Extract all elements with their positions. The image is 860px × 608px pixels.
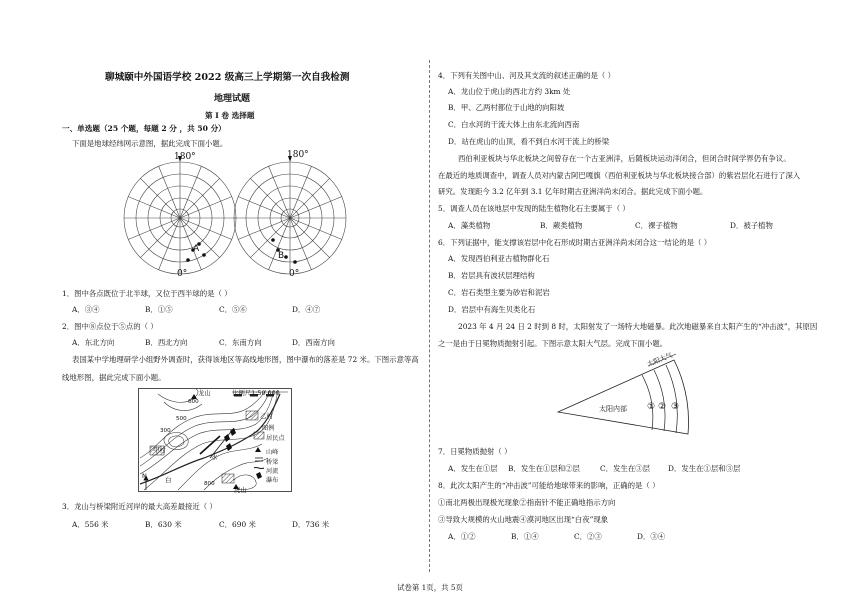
q8-option-c[interactable]: C．②③ <box>574 532 602 541</box>
intro4-line1: 2023 年 4 月 24 日 2 时到 8 时，太阳射发了一场特大地磁暴。此次地磁暴来自太阳产生的“冲击波”，其原因 <box>458 322 818 331</box>
point-a-label: A <box>193 244 200 254</box>
q3-option-b[interactable]: B．630 米 <box>145 520 182 529</box>
graticule-left <box>124 162 236 274</box>
q4-option-a[interactable]: A．龙山位于虎山的西北方约 3km 处 <box>448 87 571 96</box>
q4-option-d[interactable]: D．站在虎山的山顶，看不到白水河干流上的桥梁 <box>448 137 610 146</box>
legend-title: 图例 <box>262 425 275 432</box>
page-footer: 试卷第 1页，共 5页 <box>397 583 463 592</box>
section-heading: 一、单选题（25 个题，每题 2 分 ，共 50 分） <box>62 124 226 133</box>
q3-option-c[interactable]: C．690 米 <box>219 520 256 529</box>
label-contour-500: 500 <box>176 416 187 422</box>
intro3-line1: 西伯利亚板块与华北板块之间曾存在一个古亚洲洋，后随板块运动洋闭合，但闭合时间学界仍有争议。 <box>458 154 791 163</box>
intro2-line2: 线地形图，据此完成下面小题。 <box>62 373 166 382</box>
q5-option-b[interactable]: B．蕨类植物 <box>540 221 583 230</box>
legend-bridge: 桥梁 <box>266 459 279 466</box>
q8-items-2: ③导致大规模的火山地震④漠河地区出现“白夜”现象 <box>438 515 609 524</box>
intro4-line2: 之一是由于日冕物质抛射引起。下图示意太阳大气层。完成下面小题。 <box>438 339 668 348</box>
q7-option-d[interactable]: D．发生在①层和③层 <box>668 464 741 473</box>
intro3-line2: 在最近的地质调查中，调查人员对内蒙古阿巴嘎旗（西伯利亚板块与华北板块接合部）的紫岩层化石进行了深入 <box>438 171 801 180</box>
map-scale: 比例尺1:50 000 <box>232 389 280 397</box>
label-longshan: 龙山 <box>198 389 211 397</box>
sun-interior-label: 太阳内部 <box>599 405 627 413</box>
q6-option-d[interactable]: D．岩层中有海生贝类化石 <box>448 305 536 314</box>
q3-stem: 3．龙山与桥梁附近河岸的最大高差最接近（ ） <box>62 502 217 511</box>
label-0-right: 0° <box>289 269 300 279</box>
label-bai: 白 <box>165 476 172 484</box>
label-0-left: 0° <box>177 269 188 279</box>
q8-stem: 8．此次太阳产生的“冲击波”可能给地球带来的影响，正确的是（ ） <box>438 481 660 490</box>
q3-option-d[interactable]: D．736 米 <box>292 520 330 529</box>
q1-stem: 1．图中各点既位于北半球，又位于西半球的是（ ） <box>62 289 232 298</box>
q7-option-b[interactable]: B．发生在①层和②层 <box>508 464 580 473</box>
label-contour-600: 600 <box>188 399 199 405</box>
label-yicun: 乙村 <box>260 412 273 420</box>
intro2-line1: 表国某中学地理研学小组野外调查时，获得该地区等高线地形图，图中瀑布的落差是 72 米。下图示意等高 <box>72 355 419 364</box>
part-title: 第 I 卷 选择题 <box>205 111 255 120</box>
column-divider <box>429 60 430 572</box>
q8-option-d[interactable]: D．③④ <box>637 532 666 541</box>
intro3-line3: 研究。发现距今 3.2 亿年到 3.1 亿年时期古亚洲洋尚未闭合。据此完成下面小题。 <box>438 187 708 196</box>
q4-stem: 4．下列有关图中山、河及其支流的叙述正确的是（ ） <box>438 71 616 80</box>
q6-option-c[interactable]: C．岩石类型主要为砂岩和泥岩 <box>448 288 550 297</box>
q8-items-1: ①南北两极出现极光现象②指南针不能正确地指示方向 <box>438 498 616 507</box>
q3-option-a[interactable]: A．556 米 <box>72 520 109 529</box>
legend-river: 河流 <box>266 468 279 475</box>
q7-stem: 7．日冕物质抛射（ ） <box>438 447 512 456</box>
q1-option-b[interactable]: B．①⑤ <box>145 305 173 314</box>
section-intro: 下面是地球经纬网示意图，据此完成下面小题。 <box>72 139 228 148</box>
q2-option-c[interactable]: C．东南方向 <box>219 338 262 347</box>
q7-option-c[interactable]: C．发生在③层 <box>600 464 650 473</box>
q1-option-a[interactable]: A．③④ <box>72 305 100 314</box>
layer-3-label: ③ <box>671 402 680 412</box>
layer-1-label: ① <box>647 402 656 412</box>
q2-stem: 2．图中⑧点位于⑤点的（ ） <box>62 322 158 331</box>
label-contour-800: 800 <box>204 481 215 487</box>
graticule-figure <box>118 152 348 282</box>
label-north: N <box>142 472 147 480</box>
subject-title: 地理试题 <box>214 94 251 104</box>
graticule-right <box>234 162 346 274</box>
q1-option-d[interactable]: D．④⑦ <box>292 305 321 314</box>
q6-option-a[interactable]: A．发现西伯利亚古植物群化石 <box>448 254 550 263</box>
layer-2-label: ② <box>658 402 667 412</box>
legend-village: 居民点 <box>266 435 285 442</box>
label-water: 水 <box>211 453 218 461</box>
q4-option-c[interactable]: C．白水河的干流大体上由东北流向西南 <box>448 120 580 129</box>
q1-option-c[interactable]: C．⑤⑥ <box>219 305 247 314</box>
q5-stem: 5．调查人员在该地层中发现的陆生植物化石主要属于（ ） <box>438 204 630 213</box>
label-jiacun: 甲村 <box>153 446 166 454</box>
q2-option-a[interactable]: A．东北方向 <box>72 338 115 347</box>
q8-option-a[interactable]: A．①② <box>448 532 476 541</box>
q2-option-d[interactable]: D．西南方向 <box>292 338 335 347</box>
q4-option-b[interactable]: B．甲、乙两村都位于山地的向阳坡 <box>448 103 565 112</box>
exam-title: 聊城颐中外国语学校 2022 级高三上学期第一次自我检测 <box>105 72 350 83</box>
label-hushan: 虎山 <box>234 486 247 494</box>
label-180-left: 180° <box>174 152 196 162</box>
legend-waterfall: 瀑布 <box>266 477 279 484</box>
legend-peak: 山峰 <box>266 449 279 456</box>
point-b-label: B <box>278 251 285 261</box>
q2-option-b[interactable]: B．西北方向 <box>145 338 188 347</box>
q5-option-a[interactable]: A．藻类植物 <box>448 221 491 230</box>
q5-option-c[interactable]: C．裸子植物 <box>635 221 678 230</box>
q6-stem: 6．下列证据中，能支撑该岩层中化石形成时期古亚洲洋尚未闭合这一结论的是（ ） <box>438 238 712 247</box>
label-contour-300: 300 <box>160 428 171 434</box>
q8-option-b[interactable]: B．①④ <box>511 532 539 541</box>
q7-option-a[interactable]: A．发生在①层 <box>448 464 498 473</box>
q6-option-b[interactable]: B．岩层具有波状层理结构 <box>448 271 535 280</box>
q5-option-d[interactable]: D．被子植物 <box>730 221 773 230</box>
sun-atmosphere-diagram <box>556 354 696 436</box>
label-180-right: 180° <box>287 150 309 160</box>
sun-atmosphere-label: 太阳大气 <box>646 351 674 369</box>
